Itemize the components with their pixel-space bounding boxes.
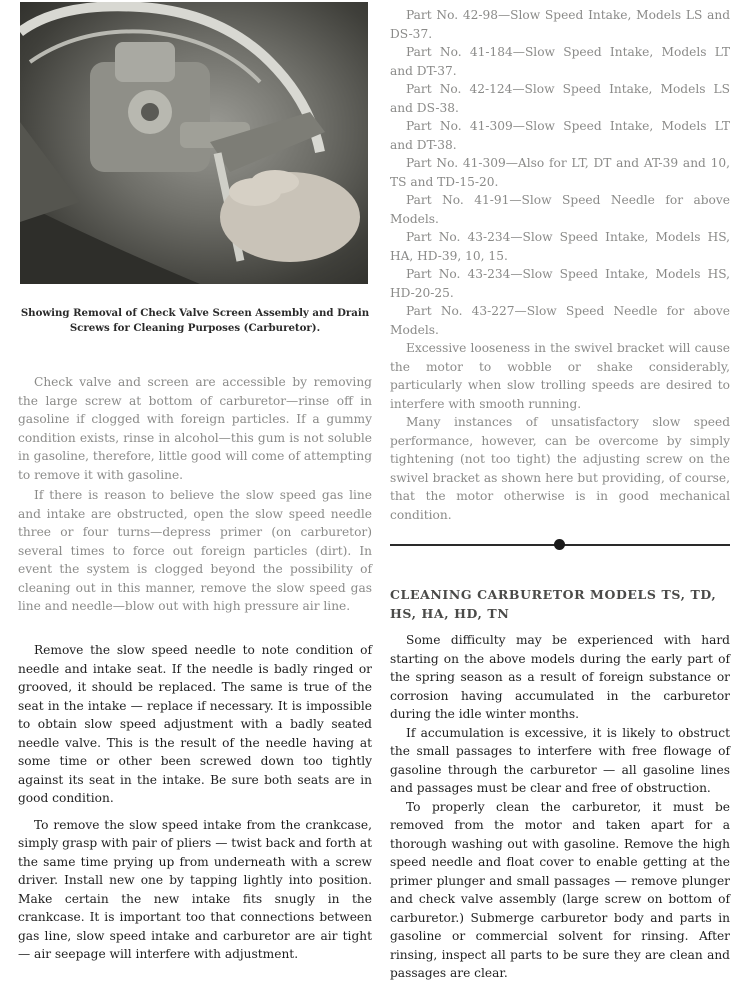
body-text-block [18,641,372,964]
part-entry: Part No. 43-234—Slow Speed Intake, Models HS, HA, HD-39, 10, 15. [390,230,730,263]
part-entry: Part No. 43-234—Slow Speed Intake, Models HS, HD-20-25. [390,267,730,300]
part-entry: Part No. 41-309—Also for LT, DT and AT-39 and 10, TS and TD-15-20. [390,156,730,189]
paragraph: Excessive looseness in the swivel bracket will cause the motor to wobble or shake considerably, particularly when slow trolling speeds are desired to interfere with smooth running. [390,341,730,411]
divider-ornament [554,539,565,550]
left-column [18,0,372,994]
paragraph: Many instances of unsatisfactory slow speed performance, however, can be overcome by simply tightening (not too tight) the adjusting screw on the swivel bracket as shown here but providing, of course, that the motor otherwise is in good mechanical condition. [390,415,730,522]
right-column [390,0,730,994]
paragraph: To properly clean the carburetor, it must be removed from the motor and taken apart for a thorough washing out with gasoline. Remove the high speed needle and float cover to enable getting at the primer plunger and small passages — remove plunger and check valve assembly (large screw on bottom of carburetor.) Submerge carburetor body and parts in gasoline or commercial solvent for rinsing. After rinsing, inspect all parts to be sure they are clean and passages are clear. [390,799,730,980]
paragraph: Some difficulty may be experienced with hard starting on the above models during the early part of the spring season as a result of foreign substance or corrosion having accumulated in the carburetor during the idle winter months. [390,633,730,721]
section-heading: CLEANING CARBURETOR MODELS TS, TD, HS, HA, HD, TN [390,587,717,621]
carburetor-photo [20,2,368,284]
paragraph: Check valve and screen are accessible by removing the large screw at bottom of carburetor—rinse off in gasoline if clogged with foreign particles. If a gummy condition exists, rinse in alcohol—this gum is not soluble in gasoline, therefore, little good will come of attempting to remove it with gasoline. [18,375,372,482]
part-entry: Part No. 41-184—Slow Speed Intake, Models LT and DT-37. [390,45,730,78]
part-entry: Part No. 42-98—Slow Speed Intake, Models LS and DS-37. [390,8,730,41]
part-entry: Part No. 41-91—Slow Speed Needle for above Models. [390,193,730,226]
paragraph: If accumulation is excessive, it is likely to obstruct the small passages to interfere with free flowage of gasoline through the carburetor — all gasoline lines and passages must be clear and free of obstruction. [390,725,730,795]
part-entry: Part No. 42-124—Slow Speed Intake, Models LS and DS-38. [390,82,730,115]
faded-text-block [18,373,372,616]
part-entry: Part No. 41-309—Slow Speed Intake, Models LT and DT-38. [390,119,730,152]
paragraph: Remove the slow speed needle to note condition of needle and intake seat. If the needle is badly ringed or grooved, it should be replaced. The same is true of the seat in the intake — replace if necessary. It is impossible to obtain slow speed adjustment with a badly seated needle valve. This is the result of the needle having at some time or other been screwed down too tightly against its seat in the intake. Be sure both seats are in good condition. [18,643,372,805]
photo-caption: Showing Removal of Check Valve Screen Assembly and Drain Screws for Cleaning Purposes (Carburetor). [20,307,370,334]
paragraph: If there is reason to believe the slow speed gas line and intake are obstructed, open the slow speed needle three or four turns—depress primer (on carburetor) several times to force out foreign particles (dirt). In event the system is clogged beyond the possibility of cleaning out in this manner, remove the slow speed gas line and needle—blow out with high pressure air line. [18,488,372,613]
parts-list [390,6,730,524]
paragraph: To remove the slow speed intake from the crankcase, simply grasp with pair of pliers — twist back and forth at the same time prying up from underneath with a screw driver. Install new one by tapping lightly into position. Make certain the new intake fits snugly in the crankcase. It is important too that connections between gas line, slow speed intake and carburetor are air tight — air seepage will interfere with adjustment. [18,817,372,961]
body-text-block [390,631,730,983]
part-entry: Part No. 43-227—Slow Speed Needle for above Models. [390,304,730,337]
